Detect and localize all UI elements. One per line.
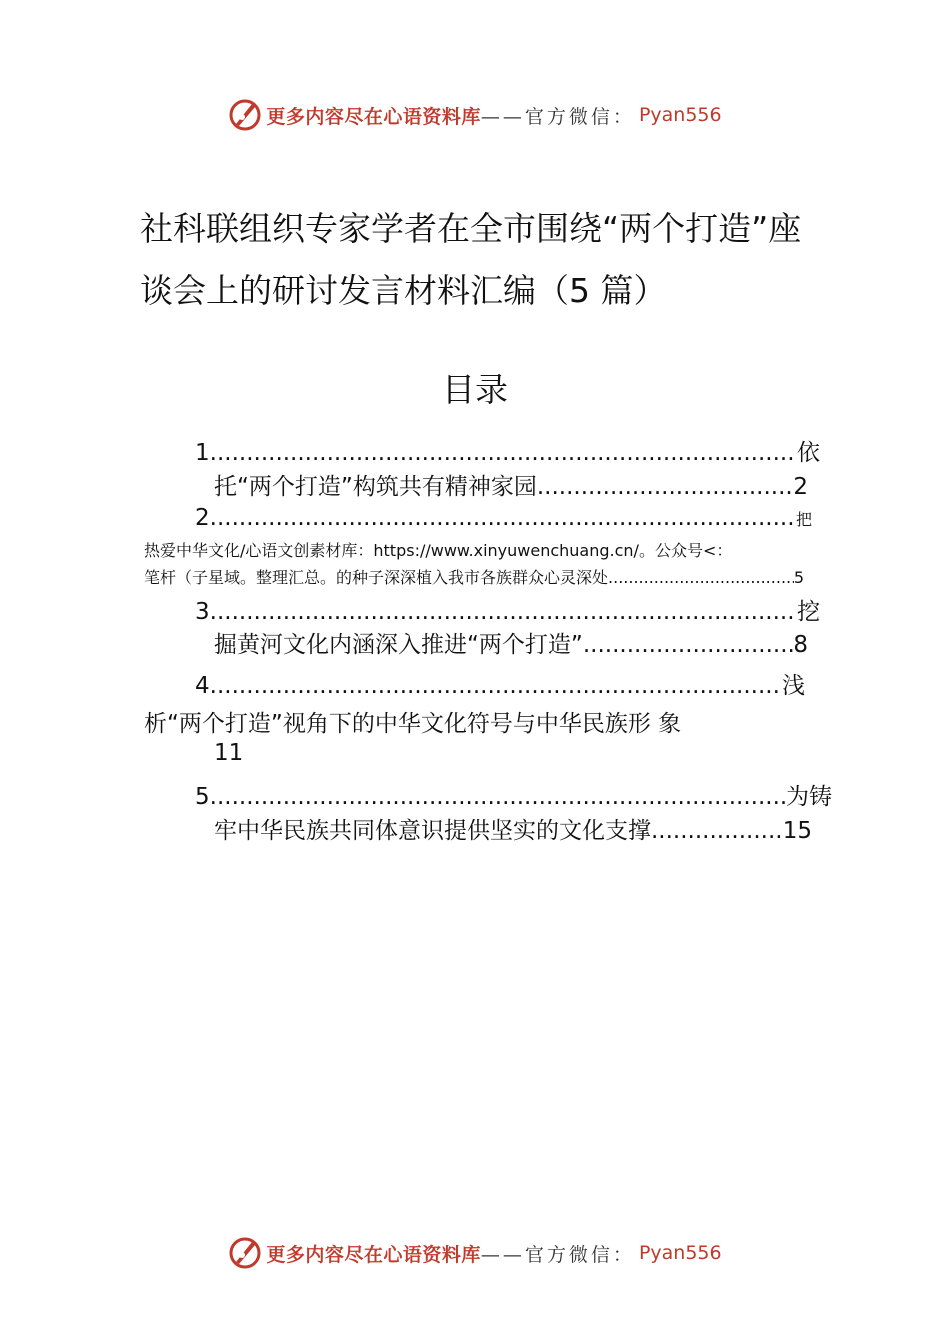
- toc-entry-title: 掘黄河文化内涵深入推进“两个打造”: [214, 632, 583, 658]
- toc-entry-page: 15: [782, 818, 812, 844]
- quill-logo-icon: [228, 1236, 262, 1270]
- dot-leader: [210, 440, 797, 466]
- dot-leader: [210, 599, 797, 625]
- toc-entry-5[interactable]: [195, 778, 832, 811]
- toc-entry-number: 4: [195, 673, 210, 699]
- dot-leader: [651, 818, 783, 844]
- dot-leader: [210, 784, 786, 810]
- toc-entry-page[interactable]: 11: [214, 740, 244, 766]
- toc-entry-2-watermark-line: 热爱中华文化/心语文创素材库：https://www.xinyuwenchuang.cn/。公众号<：: [144, 541, 733, 560]
- toc-entry-page: 8: [793, 632, 808, 658]
- toc-entry-3-continuation[interactable]: [214, 626, 808, 659]
- toc-entry-title-start: 挖: [797, 599, 820, 625]
- toc-entry-number: 2: [195, 505, 210, 531]
- toc-entry-title-start: 把: [795, 510, 812, 529]
- dot-leader: [537, 474, 794, 500]
- toc-entry-3[interactable]: [195, 593, 820, 626]
- quill-logo-icon: [228, 98, 262, 132]
- toc-entry-4-continuation[interactable]: 析“两个打造”视角下的中华文化符号与中华民族形 象: [144, 711, 682, 737]
- banner-wechat-id: Pyan556: [638, 1242, 722, 1264]
- toc-entry-number: 1: [195, 440, 210, 466]
- banner-wechat-id: Pyan556: [638, 104, 722, 126]
- toc-entry-number: 5: [195, 784, 210, 810]
- header-banner: [0, 95, 950, 135]
- dot-leader: [210, 505, 796, 531]
- toc-entry-1[interactable]: [195, 434, 820, 467]
- toc-entry-1-continuation[interactable]: [214, 468, 808, 501]
- dot-leader: [210, 673, 782, 699]
- toc-entry-5-continuation[interactable]: [214, 812, 812, 845]
- dot-leader: [608, 568, 794, 587]
- toc-entry-2-continuation[interactable]: [144, 565, 804, 588]
- banner-separator: ——官方微信：: [480, 105, 635, 128]
- toc-entry-2[interactable]: [195, 505, 812, 531]
- toc-entry-title: 笔杆（子星域。整理汇总。的种子深深植入我市各族群众心灵深处: [144, 568, 609, 587]
- toc-entry-title-start: 浅: [782, 673, 805, 699]
- toc-entry-page: 2: [793, 474, 808, 500]
- toc-entry-4[interactable]: [195, 667, 805, 700]
- banner-brand: 更多内容尽在心语资料库: [266, 105, 481, 128]
- banner-separator: ——官方微信：: [480, 1243, 635, 1266]
- footer-banner: [0, 1233, 950, 1273]
- toc-entry-title-start: 为铸: [786, 784, 832, 810]
- banner-brand: 更多内容尽在心语资料库: [266, 1243, 481, 1266]
- toc-entry-title: 牢中华民族共同体意识提供坚实的文化支撑: [214, 818, 651, 844]
- toc-entry-number: 3: [195, 599, 210, 625]
- document-title: 社科联组织专家学者在全市围绕“两个打造”座谈会上的研讨发言材料汇编（5 篇）: [140, 209, 802, 310]
- dot-leader: [583, 632, 794, 658]
- toc-entry-page: 5: [793, 568, 804, 587]
- toc-entry-title: 托“两个打造”构筑共有精神家园: [214, 474, 537, 500]
- toc-heading: 目录: [442, 370, 508, 409]
- toc-entry-title-start: 依: [797, 440, 820, 466]
